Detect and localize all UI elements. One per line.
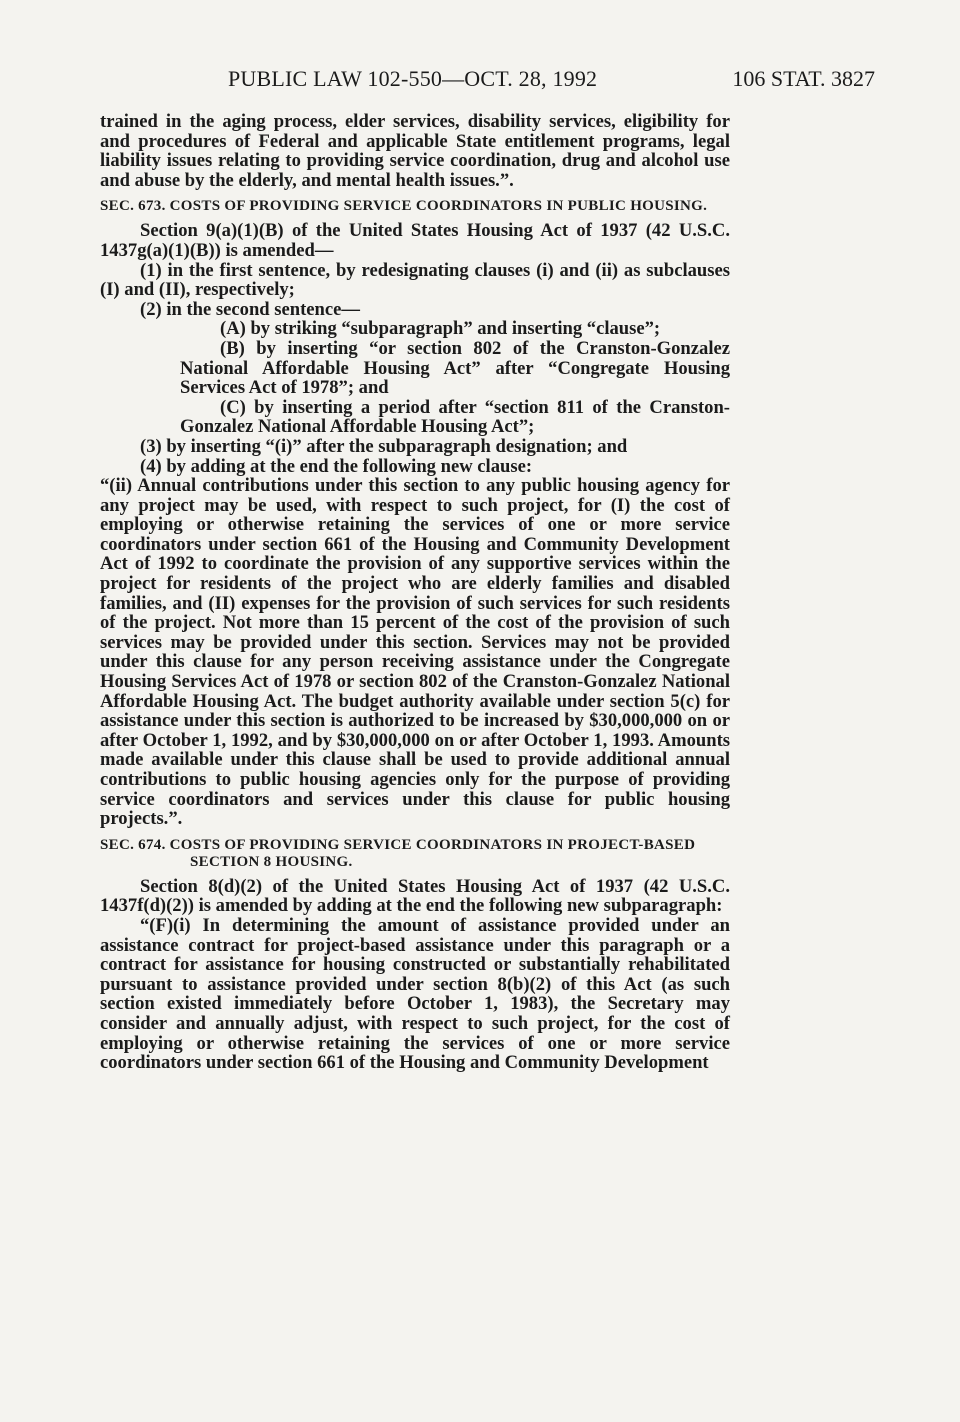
list-item-4: (4) by adding at the end the following new clause: xyxy=(140,455,533,477)
document-body xyxy=(100,112,730,1073)
statute-page-number: 106 STAT. 3827 xyxy=(732,66,875,91)
list-item-1: (1) in the first sentence, by redesignating clauses (i) and (ii) as subclauses (I) and (II), respectively; xyxy=(100,259,730,301)
list-item-2b: (B) by inserting “or section 802 of the Cranston-Gonzalez National Affordable Housing Act” after “Congregate Housing Services Act of 1978”; and xyxy=(180,337,730,399)
page-header xyxy=(100,66,875,96)
paragraph-continued: trained in the aging process, elder services, disability services, eligibility for and procedures of Federal and applicable State entitlement programs, legal liability issues relating to providing service coordination, drug and alcohol use and abuse by the elderly, and mental health issues.”. xyxy=(100,111,730,191)
list-item-2: (2) in the second sentence— xyxy=(140,298,361,320)
paragraph-section-673-intro: Section 9(a)(1)(B) of the United States Housing Act of 1937 (42 U.S.C. 1437g(a)(1)(B)) is amended— xyxy=(100,220,730,261)
running-head: PUBLIC LAW 102-550—OCT. 28, 1992 xyxy=(228,66,598,91)
list-item-2c: (C) by inserting a period after “section 811 of the Cranston-Gonzalez National Affordable Housing Act”; xyxy=(180,396,730,438)
paragraph-new-subparagraph: “(F)(i) In determining the amount of assistance provided under an assistance contract for project-based assistance under this paragraph or a contract for assistance for housing constructed or substantially rehabilitated pursuant to assistance provided under section 8(b)(2) of this Act (as such section existed immediately before October 1, 1983), the Secretary may consider and annually adjust, with respect to such project, for the cost of employing or otherwise retaining the services of one or more service coordinators under section 661 of the Housing and Community Development xyxy=(100,914,730,1074)
paragraph-new-clause: “(ii) Annual contributions under this section to any public housing agency for any project may be used, with respect to such project, for (I) the cost of employing or otherwise retaining the services of one or more service coordinators under section 661 of the Housing and Community Development Act of 1992 to coordinate the provision of any supportive services within the project for residents of the project who are elderly families and disabled families, and (II) expenses for the provision of such services for such residents of the project. Not more than 15 percent of the cost of the provision of such services may be provided under this section. Services may not be provided under this clause for any person receiving assistance under the Congregate Housing Services Act of 1978 or section 802 of the Cranston-Gonzalez National Affordable Housing Act. The budget authority available under section 5(c) for assistance under this section is authorized to be increased by $30,000,000 on or after October 1, 1992, and by $30,000,000 on or after October 1, 1993. Amounts made available under this clause shall be used to provide additional annual contributions to public housing agencies only for the purpose of providing service coordinators and services under this clause for public housing projects.”. xyxy=(100,475,730,830)
section-heading-674: SEC. 674. COSTS OF PROVIDING SERVICE COORDINATORS IN PROJECT-BASED SECTION 8 HOUSING. xyxy=(100,836,696,870)
list-item-2a: (A) by striking “subparagraph” and inserting “clause”; xyxy=(220,318,661,340)
paragraph-section-674-intro: Section 8(d)(2) of the United States Housing Act of 1937 (42 U.S.C. 1437f(d)(2)) is amended by adding at the end the following new subparagraph: xyxy=(100,875,730,917)
list-item-3: (3) by inserting “(i)” after the subparagraph designation; and xyxy=(140,435,628,457)
section-heading-673: SEC. 673. COSTS OF PROVIDING SERVICE COORDINATORS IN PUBLIC HOUSING. xyxy=(100,198,708,215)
